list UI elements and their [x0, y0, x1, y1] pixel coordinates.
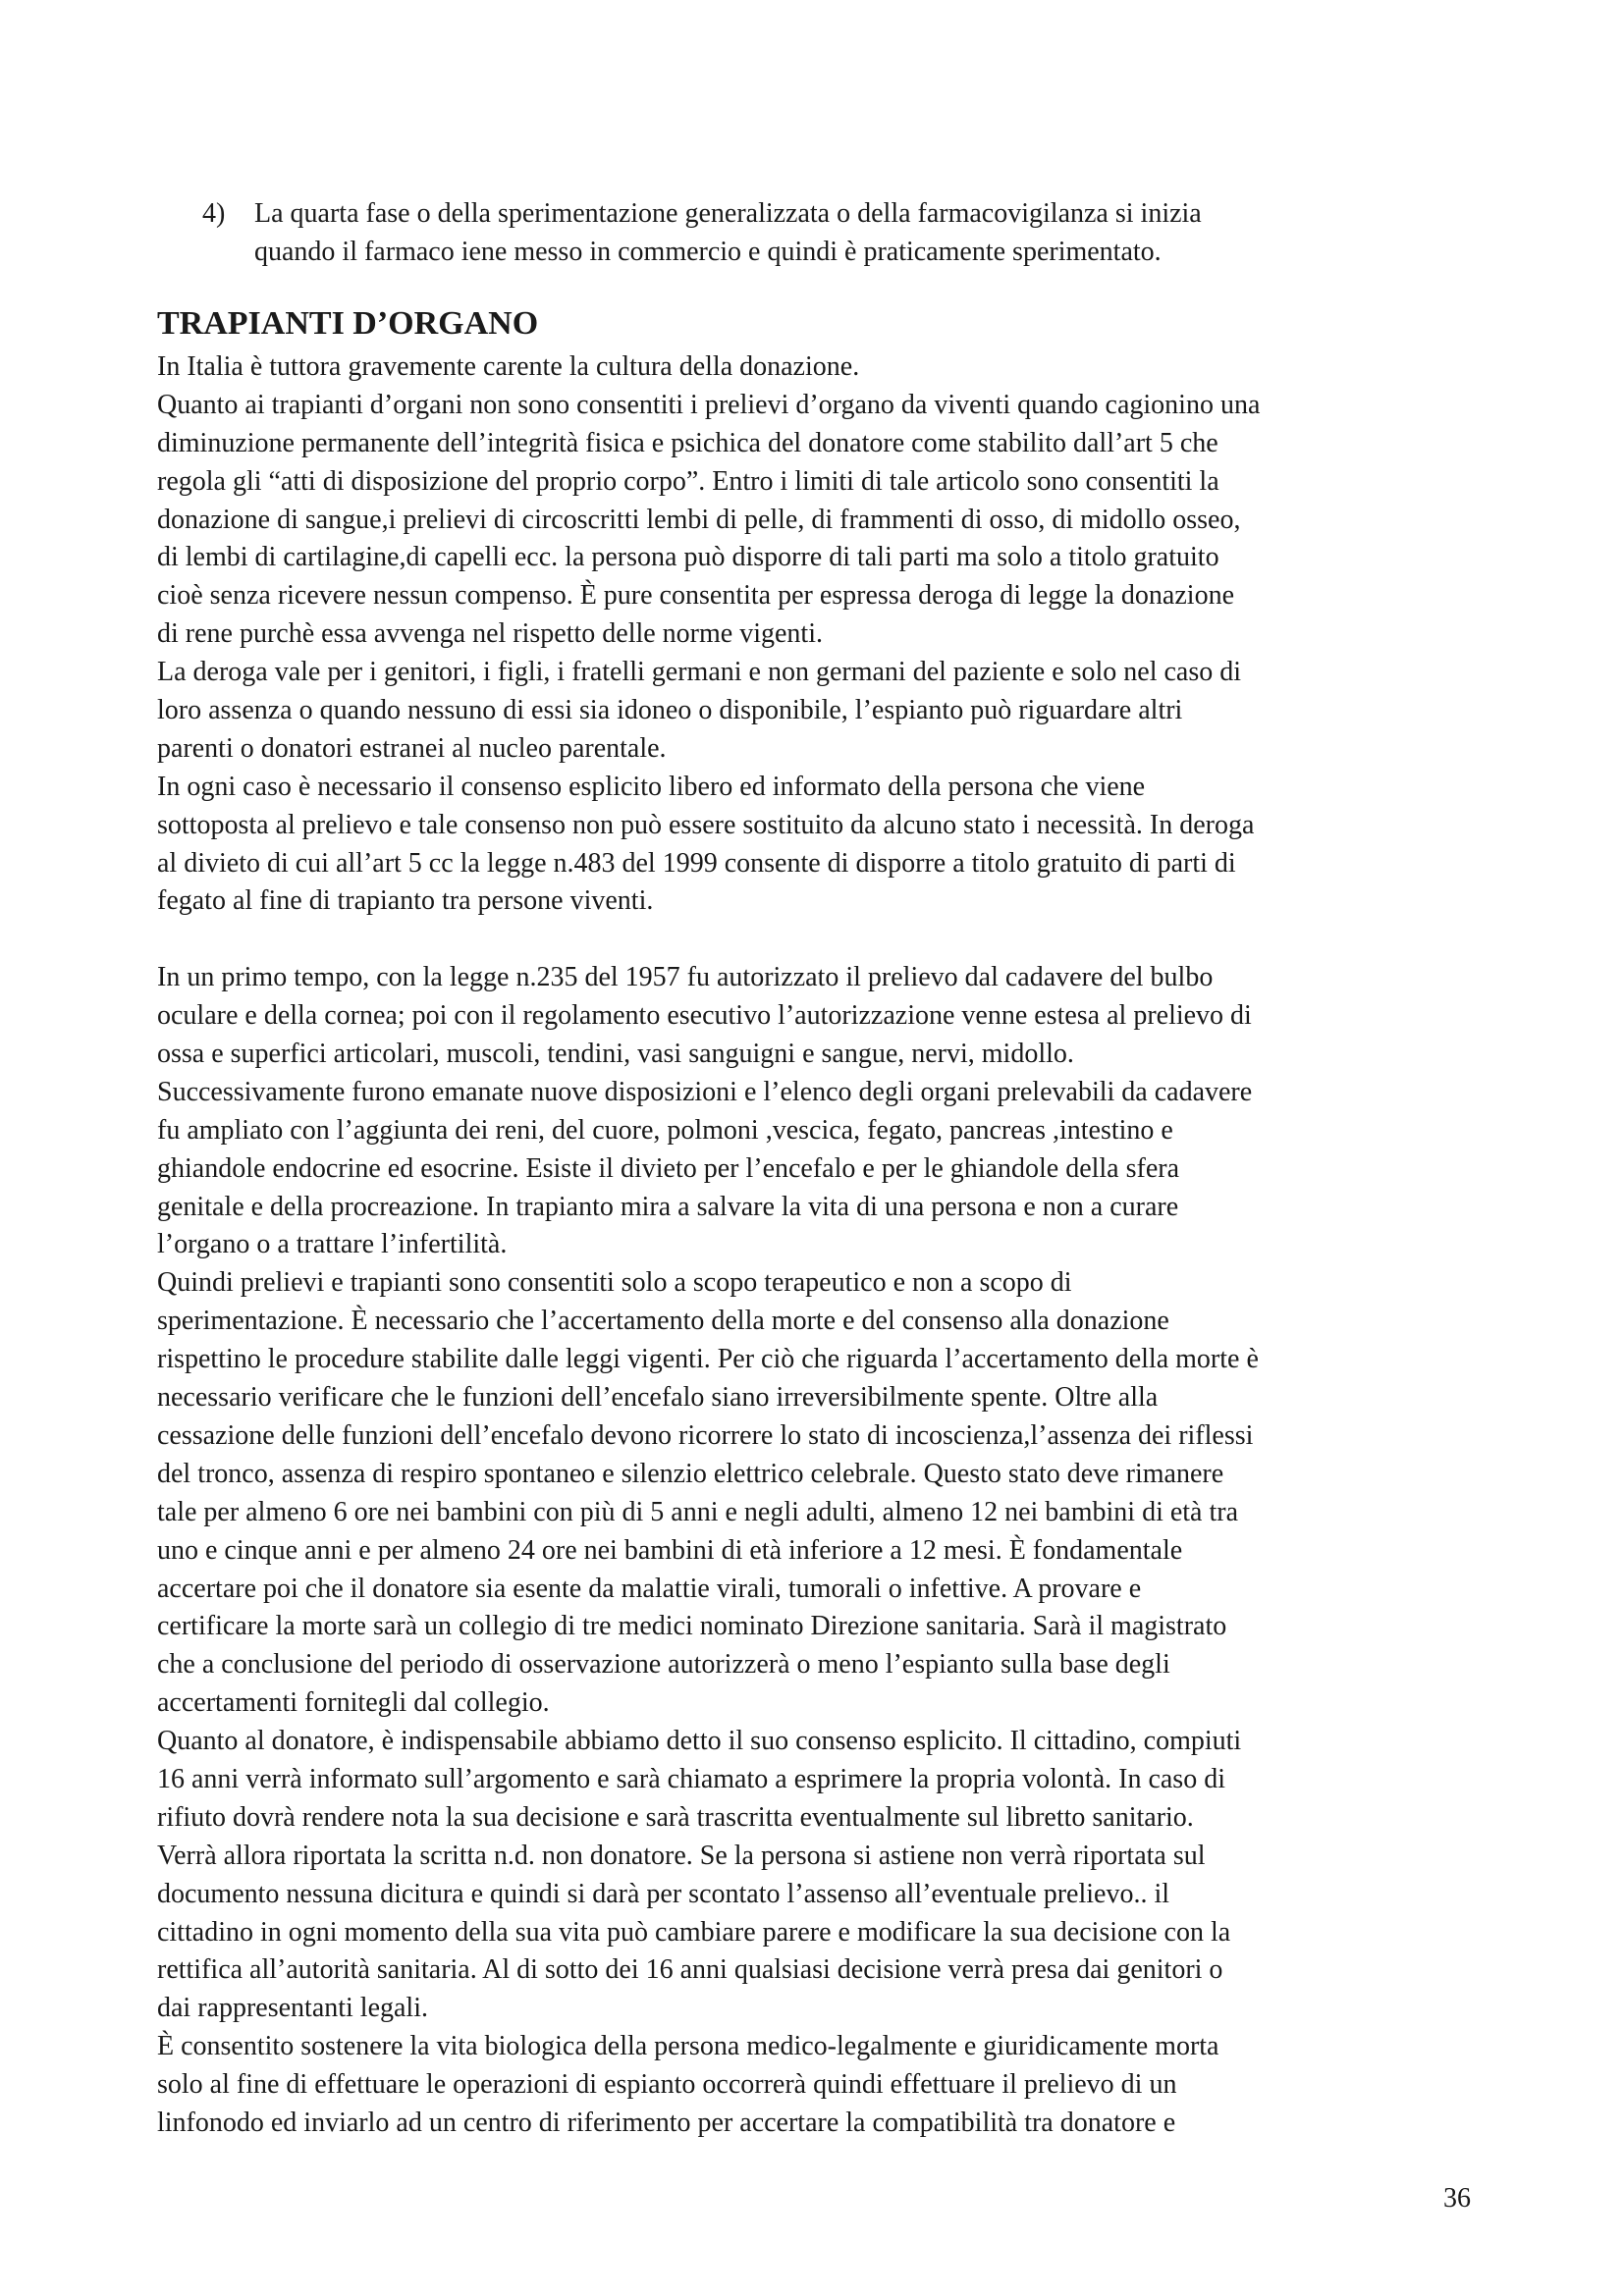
text-line: fu ampliato con l’aggiunta dei reni, del cuore, polmoni ,vescica, fegato, pancreas ,intestino e	[157, 1114, 1173, 1146]
text-line: rifiuto dovrà rendere nota la sua decisione e sarà trascritta eventualmente sul libretto sanitario.	[157, 1801, 1194, 1833]
text-line: parenti o donatori estranei al nucleo parentale.	[157, 732, 667, 764]
text-line: sottoposta al prelievo e tale consenso non può essere sostituito da alcuno stato i necessità. In deroga	[157, 809, 1255, 840]
text-line: oculare e della cornea; poi con il regolamento esecutivo l’autorizzazione venne estesa al prelievo di	[157, 1000, 1252, 1032]
text-line: Quanto al donatore, è indispensabile abbiamo detto il suo consenso esplicito. Il cittadino, compiuti	[157, 1726, 1242, 1757]
text-line: fegato al fine di trapianto tra persone viventi.	[157, 885, 654, 917]
text-line: linfonodo ed inviarlo ad un centro di riferimento per accertare la compatibilità tra donatore e	[157, 2107, 1176, 2138]
text-line: necessario verificare che le funzioni dell’encefalo siano irreversibilmente spente. Oltre alla	[157, 1382, 1159, 1414]
text-line: La deroga vale per i genitori, i figli, i fratelli germani e non germani del paziente e solo nel caso di	[157, 657, 1242, 688]
page-number: 36	[1443, 2183, 1471, 2214]
text-line: ghiandole endocrine ed esocrine. Esiste il divieto per l’encefalo e per le ghiandole della sfera	[157, 1152, 1180, 1184]
text-line: l’organo o a trattare l’infertilità.	[157, 1229, 508, 1260]
text-line: Verrà allora riportata la scritta n.d. non donatore. Se la persona si astiene non verrà riportata sul	[157, 1840, 1206, 1871]
blank-line	[157, 921, 1492, 959]
text-line: genitale e della procreazione. In trapianto mira a salvare la vita di una persona e non a curare	[157, 1191, 1179, 1222]
list-item-number: 4)	[202, 198, 226, 229]
section-heading: TRAPIANTI D’ORGANO	[157, 305, 539, 342]
body-text	[157, 348, 1492, 2143]
text-line: tale per almeno 6 ore nei bambini con più di 5 anni e negli adulti, almeno 12 nei bambini di età tra	[157, 1496, 1239, 1527]
text-line: documento nessuna dicitura e quindi si darà per scontato l’assenso all’eventuale prelievo.. il	[157, 1878, 1170, 1909]
list-item-line: La quarta fase o della sperimentazione generalizzata o della farmacovigilanza si inizia	[254, 198, 1202, 229]
text-line: loro assenza o quando nessuno di essi sia idoneo o disponibile, l’espianto può riguardare altri	[157, 695, 1183, 726]
text-line: donazione di sangue,i prelievi di circoscritti lembi di pelle, di frammenti di osso, di midollo osseo,	[157, 504, 1241, 535]
text-line: cittadino in ogni momento della sua vita può cambiare parere e modificare la sua decisione con la	[157, 1916, 1231, 1948]
text-line: sperimentazione. È necessario che l’accertamento della morte e del consenso alla donazione	[157, 1306, 1169, 1337]
text-line: regola gli “atti di disposizione del proprio corpo”. Entro i limiti di tale articolo sono consentiti la	[157, 465, 1219, 497]
list-item-line: quando il farmaco iene messo in commercio e quindi è praticamente sperimentato.	[254, 237, 1162, 267]
text-line: Quindi prelievi e trapianti sono consentiti solo a scopo terapeutico e non a scopo di	[157, 1267, 1072, 1299]
list-item	[202, 194, 1479, 271]
text-line: Quanto ai trapianti d’organi non sono consentiti i prelievi d’organo da viventi quando cagionino una	[157, 389, 1261, 420]
text-line: È consentito sostenere la vita biologica della persona medico-legalmente e giuridicamente morta	[157, 2031, 1219, 2062]
text-line: 16 anni verrà informato sull’argomento e sarà chiamato a esprimere la propria volontà. In caso di	[157, 1763, 1225, 1794]
text-line: che a conclusione del periodo di osservazione autorizzerà o meno l’espianto sulla base degli	[157, 1649, 1170, 1681]
text-line: certificare la morte sarà un collegio di tre medici nominato Direzione sanitaria. Sarà il magistrato	[157, 1611, 1227, 1642]
text-line: uno e cinque anni e per almeno 24 ore nei bambini di età inferiore a 12 mesi. È fondamentale	[157, 1534, 1183, 1566]
text-line: del tronco, assenza di respiro spontaneo e silenzio elettrico celebrale. Questo stato deve rimanere	[157, 1458, 1224, 1489]
text-line: al divieto di cui all’art 5 cc la legge n.483 del 1999 consente di disporre a titolo gratuito di parti di	[157, 847, 1236, 879]
text-line: accertamenti fornitegli dal collegio.	[157, 1687, 550, 1719]
text-line: di rene purchè essa avvenga nel rispetto delle norme vigenti.	[157, 618, 823, 650]
text-line: Successivamente furono emanate nuove disposizioni e l’elenco degli organi prelevabili da cadavere	[157, 1076, 1253, 1107]
text-line: accertare poi che il donatore sia esente da malattie virali, tumorali o infettive. A provare e	[157, 1573, 1142, 1604]
text-line: rettifica all’autorità sanitaria. Al di sotto dei 16 anni qualsiasi decisione verrà presa dai genitori o	[157, 1954, 1223, 1986]
text-line: diminuzione permanente dell’integrità fisica e psichica del donatore come stabilito dall’art 5 che	[157, 427, 1218, 458]
text-line: cessazione delle funzioni dell’encefalo devono ricorrere lo stato di incoscienza,l’assenza dei riflessi	[157, 1419, 1254, 1451]
text-line: ossa e superfici articolari, muscoli, tendini, vasi sanguigni e sangue, nervi, midollo.	[157, 1039, 1074, 1070]
text-line: di lembi di cartilagine,di capelli ecc. la persona può disporre di tali parti ma solo a titolo gratuito	[157, 542, 1219, 573]
text-line: rispettino le procedure stabilite dalle leggi vigenti. Per ciò che riguarda l’accertamento della morte è	[157, 1344, 1259, 1375]
text-line: dai rappresentanti legali.	[157, 1993, 428, 2024]
text-line: In un primo tempo, con la legge n.235 del 1957 fu autorizzato il prelievo dal cadavere del bulbo	[157, 962, 1214, 993]
text-line: In Italia è tuttora gravemente carente la cultura della donazione.	[157, 351, 860, 382]
text-line: cioè senza ricevere nessun compenso. È pure consentita per espressa deroga di legge la donazione	[157, 580, 1234, 612]
text-line: In ogni caso è necessario il consenso esplicito libero ed informato della persona che viene	[157, 771, 1146, 802]
text-line: solo al fine di effettuare le operazioni di espianto occorrerà quindi effettuare il prelievo di un	[157, 2069, 1177, 2101]
list-item-text	[254, 194, 1479, 271]
